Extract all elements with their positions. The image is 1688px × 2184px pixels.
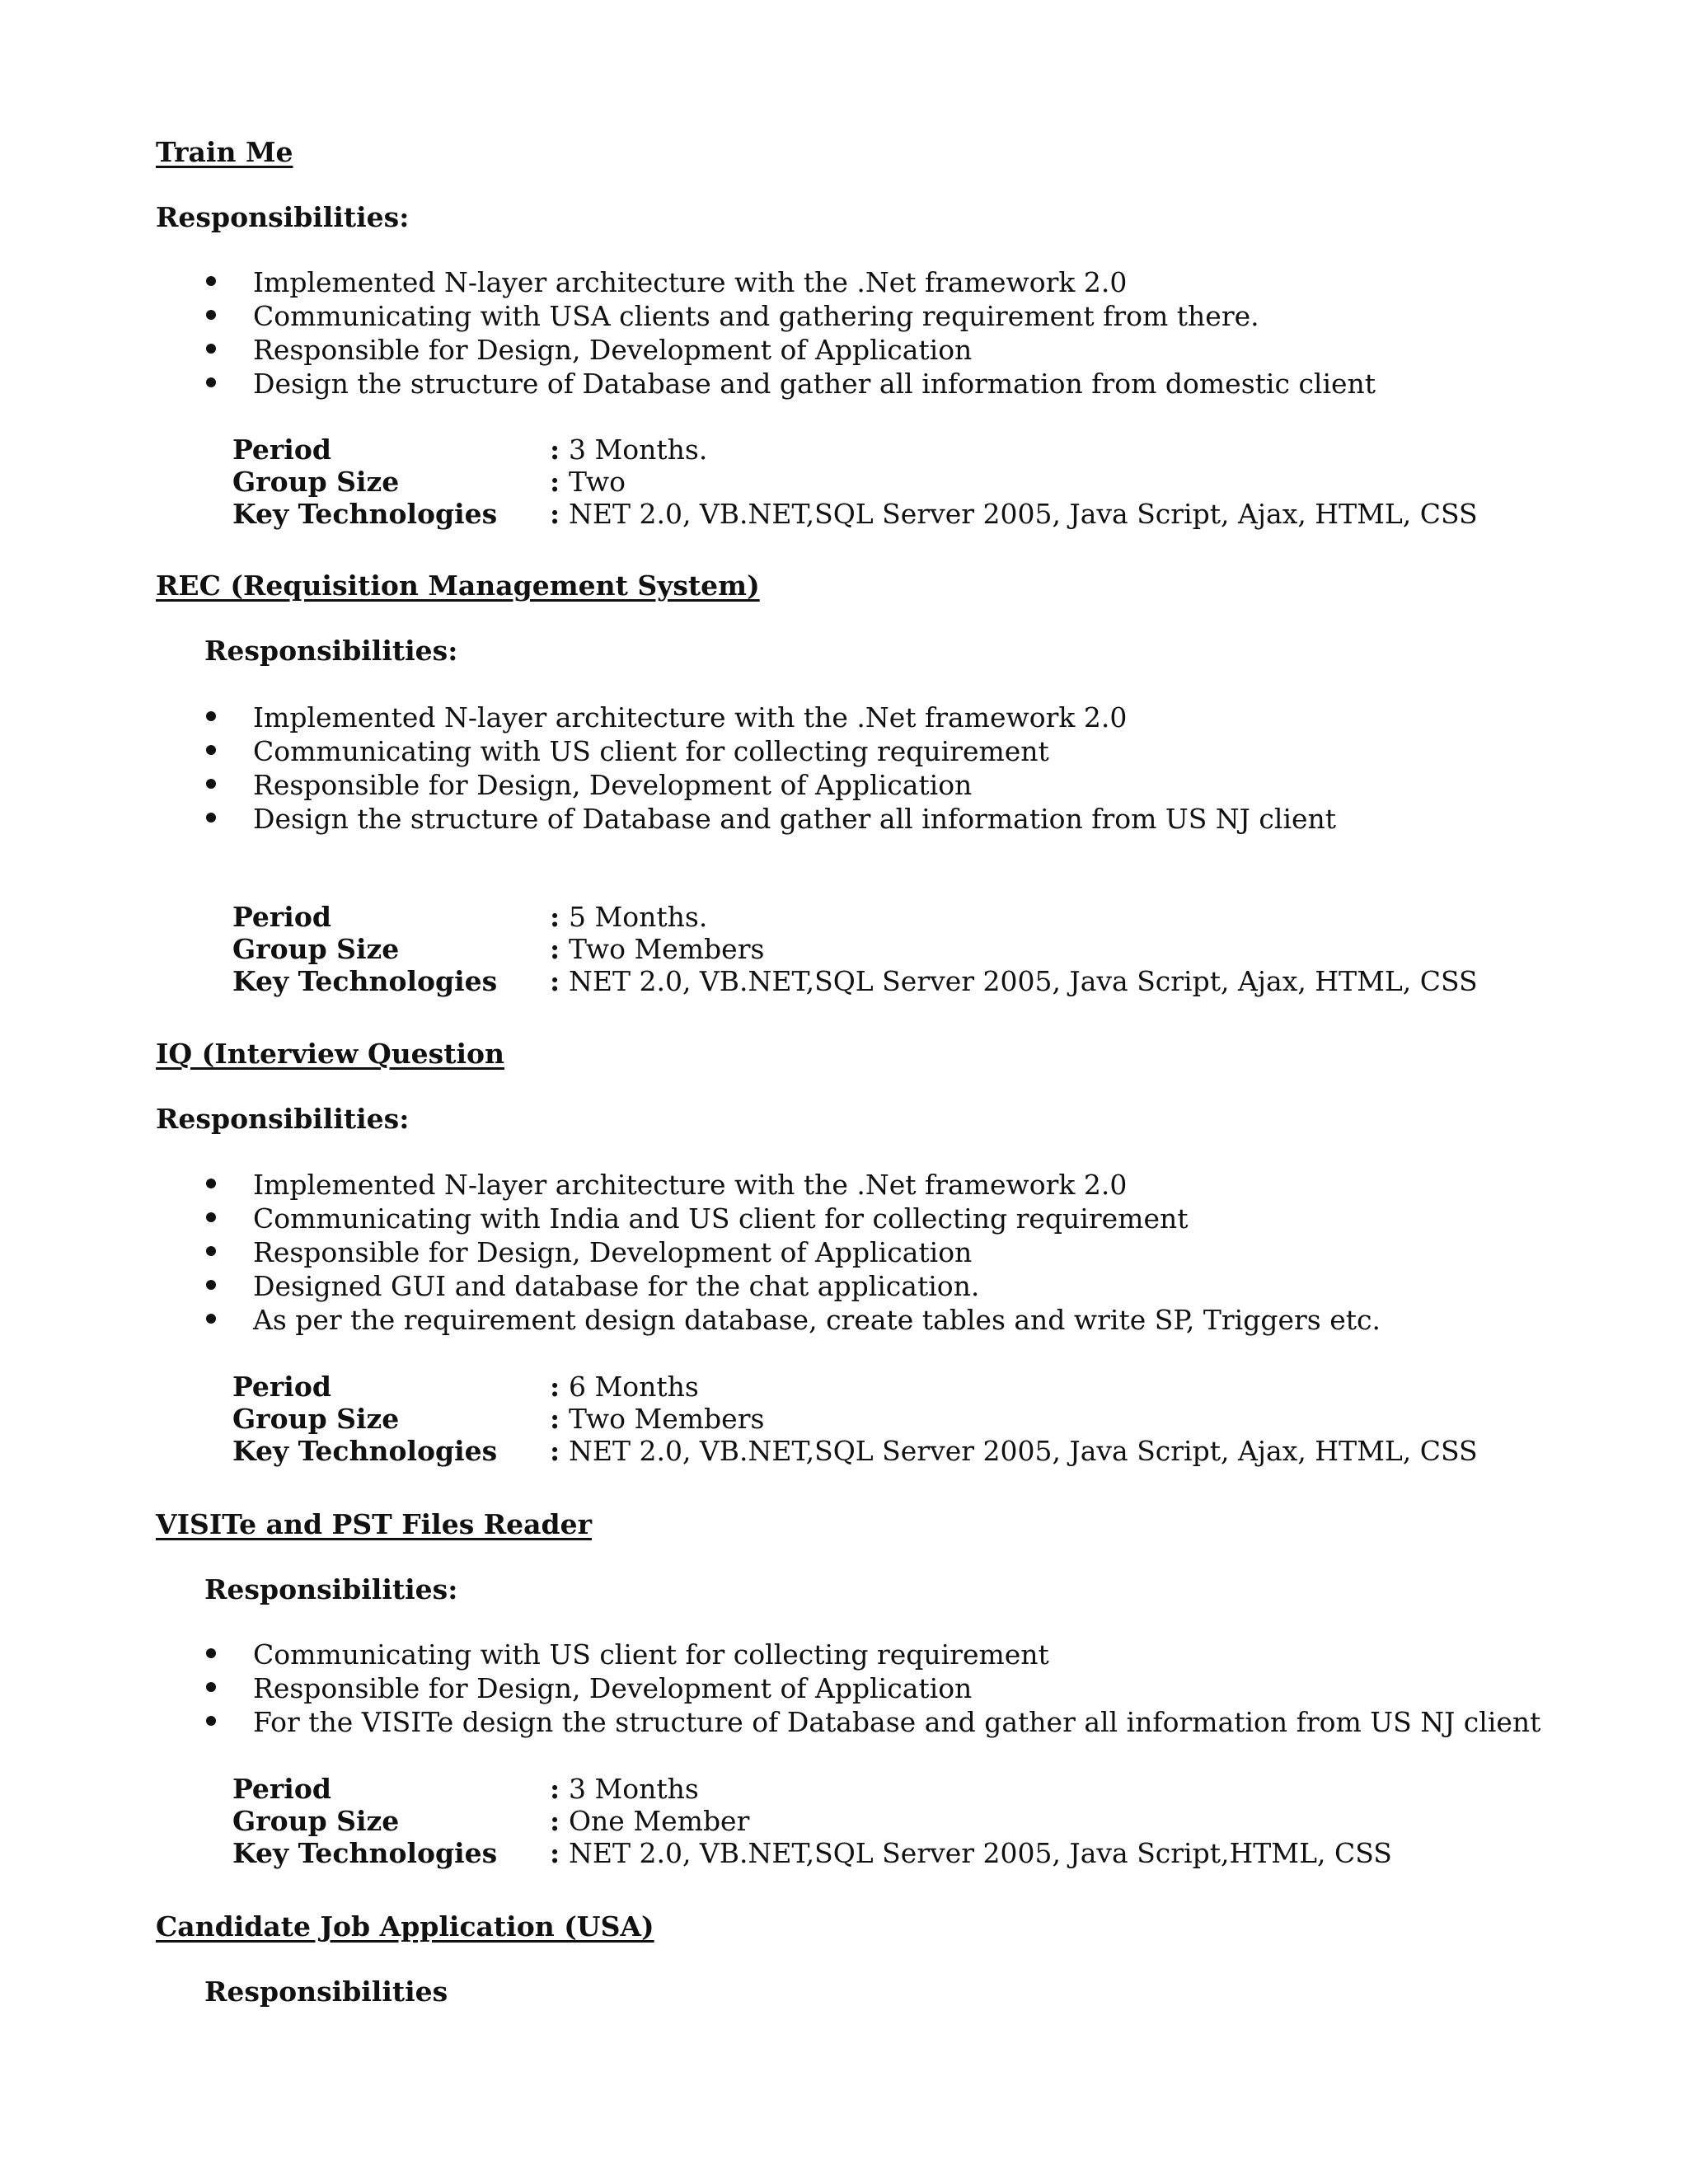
project-title: REC (Requisition Management System)	[156, 569, 760, 602]
bullet-icon	[206, 276, 216, 286]
bullet-icon	[206, 745, 216, 755]
bullet-icon	[206, 1314, 216, 1324]
responsibilities-heading: Responsibilities:	[204, 1573, 458, 1605]
bullet-icon	[206, 310, 216, 320]
bullet-icon	[206, 1212, 216, 1222]
resume-page: Train Me Responsibilities: Implemented N-layer architecture with the .Net framework 2.0 Communicating with USA clients and gathering requirement from there. Responsible for Design, Development of Application Design the structure of Database and gather all information from domestic client Period : 3 Months. Group Size : Two Key Technologies : NET 2.0, VB.NET,SQL Server 2005, Java Script, Ajax, HTML, CSS REC (Requisition Management System) Responsibilities: Implemented N-layer architecture with the .Net framework 2.0 Communicating with US client for collecting requirement Responsible for Design, Development of Application Design the structure of Database and gather all information from US NJ client Period : 5 Months. Group Size : Two Members Key Technologies : NET 2.0, VB.NET,SQL Server 2005, Java Script, Ajax, HTML, CSS IQ (Interview Question Responsibilities: Implemented N-layer architecture with the .Net framework 2.0 Communicating with India and US client for collecting requirement Responsible for Design, Development of Application Designed GUI and database for the chat application. As per the requirement design database, create tables and write SP, Triggers etc. Period : 6 Months Group Size : Two Members Key Technologies : NET 2.0, VB.NET,SQL Server 2005, Java Script, Ajax, HTML, CSS VISITe and PST Files Reader Responsibilities: Communicating with US client for collecting requirement Responsible for Design, Development of Application For the VISITe design the structure of Database and gather all information from US NJ client Period : 3 Months Group Size : One Member Key Technologies : NET 2.0, VB.NET,SQL Server 2005, Java Script,HTML, CSS Candidate Job Application (USA) Responsibilities	[156, 136, 1541, 2008]
project-title: IQ (Interview Question	[156, 1038, 505, 1070]
bullet-icon	[206, 1716, 216, 1726]
project-title: VISITe and PST Files Reader	[156, 1508, 593, 1540]
bullet-icon	[206, 1682, 216, 1692]
bullet-icon	[206, 1280, 216, 1290]
project-title: Train Me	[156, 136, 293, 168]
project-title: Candidate Job Application (USA)	[156, 1910, 654, 1943]
responsibilities-heading: Responsibilities:	[204, 635, 458, 667]
responsibilities-heading: Responsibilities:	[156, 201, 410, 233]
bullet-icon	[206, 377, 216, 387]
bullet-icon	[206, 813, 216, 823]
bullet-icon	[206, 344, 216, 354]
bullet-icon	[206, 779, 216, 789]
bullet-icon	[206, 1179, 216, 1188]
responsibilities-heading: Responsibilities	[204, 1975, 448, 2008]
bullet-icon	[206, 1246, 216, 1256]
bullet-icon	[206, 711, 216, 721]
responsibilities-heading: Responsibilities:	[156, 1103, 410, 1135]
bullet-icon	[206, 1648, 216, 1658]
